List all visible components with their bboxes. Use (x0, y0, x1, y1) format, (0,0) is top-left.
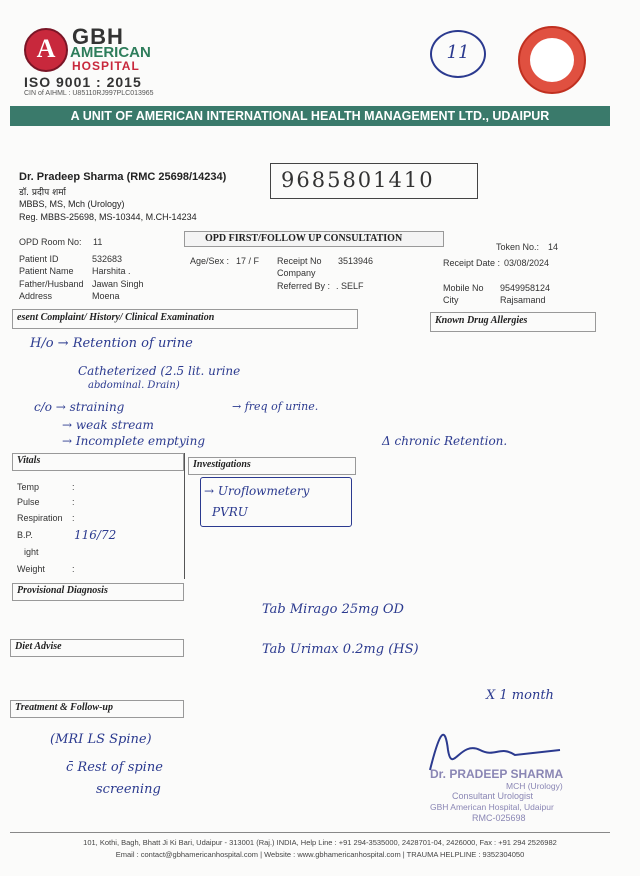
complaint-header: esent Complaint/ History/ Clinical Examination (17, 312, 215, 323)
logo-american: AMERICAN (70, 44, 151, 61)
address: Moena (92, 291, 120, 301)
vital-pulse: Pulse (17, 497, 40, 507)
footer-line-2: Email : contact@gbhamericanhospital.com | Website : www.gbhamericanhospital.com | TRAUMA HELPLINE : 9352304050 (115, 850, 525, 859)
stamp-name: Dr. PRADEEP SHARMA (430, 767, 564, 781)
receipt-date-label: Receipt Date : (443, 258, 501, 268)
complaint-line-3: → weak stream (62, 418, 154, 432)
vital-height: ight (24, 547, 39, 557)
treatment-header-box (10, 700, 184, 718)
iso-text: ISO 9001 : 2015 (24, 74, 142, 90)
stamp-hospital: GBH American Hospital, Udaipur (430, 802, 554, 812)
cin-text: CIN of AIHML : U85110RJ997PLC013965 (24, 90, 154, 97)
logo-emblem (24, 28, 68, 72)
doctor-name-hindi: डॉ. प्रदीप शर्मा (19, 188, 66, 198)
complaint-line-2: → freq of urine. (232, 400, 319, 413)
investigation-1: → Uroflowmetery (204, 484, 310, 498)
city: Rajsamand (500, 295, 546, 305)
age-sex: 17 / F (236, 256, 260, 266)
investigations-header: Investigations (193, 459, 251, 470)
vital-temp: Temp (17, 482, 40, 492)
mobile-label: Mobile No (443, 283, 484, 293)
hospital-logo (24, 26, 164, 78)
doctor-name: Dr. Pradeep Sharma (RMC 25698/14234) (19, 171, 227, 183)
mobile-no: 9549958124 (500, 283, 551, 293)
referred-label: Referred By : (277, 281, 331, 291)
patient-name: Harshita . (92, 266, 131, 276)
treatment-line-1: (MRI LS Spine) (50, 732, 152, 747)
vitals-divider (184, 453, 185, 579)
history-line-3: abdominal. Drain) (88, 380, 180, 391)
investigations-header-box (188, 457, 356, 475)
handwritten-number-circle (430, 30, 486, 78)
complaint-line-1: c/o → straining (34, 400, 125, 414)
patient-id: 532683 (92, 254, 123, 264)
bp-value: 116/72 (74, 528, 117, 542)
father-label: Father/Husband (19, 279, 84, 289)
history-line-1: H/o → Retention of urine (30, 336, 193, 351)
token-value: 14 (548, 242, 559, 252)
receipt-label: Receipt No (277, 256, 322, 266)
diagnosis-note: Δ chronic Retention. (382, 434, 508, 448)
receipt-date: 03/08/2024 (504, 258, 550, 268)
patient-name-label: Patient Name (19, 266, 74, 276)
opd-room: 11 (93, 237, 103, 247)
receipt-no: 3513946 (338, 256, 374, 266)
treatment-line-3: screening (96, 782, 161, 797)
company-label: Company (277, 268, 316, 278)
patient-id-label: Patient ID (19, 254, 59, 264)
investigation-2: PVRU (212, 505, 248, 519)
doctor-registration: Reg. MBBS-25698, MS-10344, M.CH-14234 (19, 212, 197, 222)
logo-hospital: HOSPITAL (72, 59, 140, 73)
allergies-header-box (430, 312, 596, 332)
vital-bp: B.P. (17, 530, 33, 540)
doctor-qualification: MBBS, MS, Mch (Urology) (19, 199, 125, 209)
stamp-title: Consultant Urologist (452, 791, 534, 801)
complaint-header-box (12, 309, 358, 329)
stamp-degree: MCH (Urology) (506, 781, 563, 791)
consult-title-box (184, 231, 444, 247)
treatment-header: Treatment & Follow-up (15, 702, 113, 713)
nabh-label: NABH (543, 74, 561, 80)
provisional-header: Provisional Diagnosis (17, 585, 108, 596)
provisional-header-box (12, 583, 184, 601)
diet-header-box (10, 639, 184, 657)
referred-by: . SELF (336, 281, 364, 291)
history-line-2: Catheterized (2.5 lit. urine (78, 364, 241, 378)
footer-line-1: 101, Kothi, Bagh, Bhatt Ji Ki Bari, Udaipur - 313001 (Raj.) INDIA, Help Line : +91 294-3535000, 2428701-04, 2426000, Fax : +91 294 2526982 (83, 838, 557, 847)
city-label: City (443, 295, 459, 305)
father-name: Jawan Singh (92, 279, 144, 289)
handwritten-number: 11 (446, 42, 470, 63)
stamp-rmc: RMC-025698 (472, 813, 526, 823)
logo-letter: A (36, 34, 56, 63)
allergies-header: Known Drug Allergies (435, 315, 528, 326)
age-label: Age/Sex : (190, 256, 230, 266)
diet-header: Diet Advise (15, 641, 62, 652)
vital-resp: Respiration (17, 513, 63, 523)
vital-weight: Weight (17, 564, 45, 574)
nabh-seal (518, 26, 586, 94)
complaint-line-4: → Incomplete emptying (62, 434, 206, 448)
consult-title: OPD FIRST/FOLLOW UP CONSULTATION (205, 233, 403, 244)
banner-text: A UNIT OF AMERICAN INTERNATIONAL HEALTH MANAGEMENT LTD., UDAIPUR (70, 109, 550, 123)
token-label: Token No.: (496, 242, 540, 252)
header-banner (10, 106, 610, 126)
vitals-header: Vitals (17, 455, 41, 466)
treatment-line-2: c̄ Rest of spine (66, 760, 163, 775)
vitals-header-box (12, 453, 184, 471)
rx-line-1: Tab Mirago 25mg OD (262, 602, 404, 617)
rx-duration: X 1 month (486, 688, 554, 703)
opd-room-label: OPD Room No: (19, 237, 82, 247)
logo-gbh: GBH (72, 24, 124, 49)
phone-box (270, 163, 478, 199)
rx-line-2: Tab Urimax 0.2mg (HS) (262, 642, 419, 657)
phone-handwritten: 9685801410 (281, 168, 435, 192)
address-label: Address (19, 291, 53, 301)
footer-divider (10, 832, 610, 833)
